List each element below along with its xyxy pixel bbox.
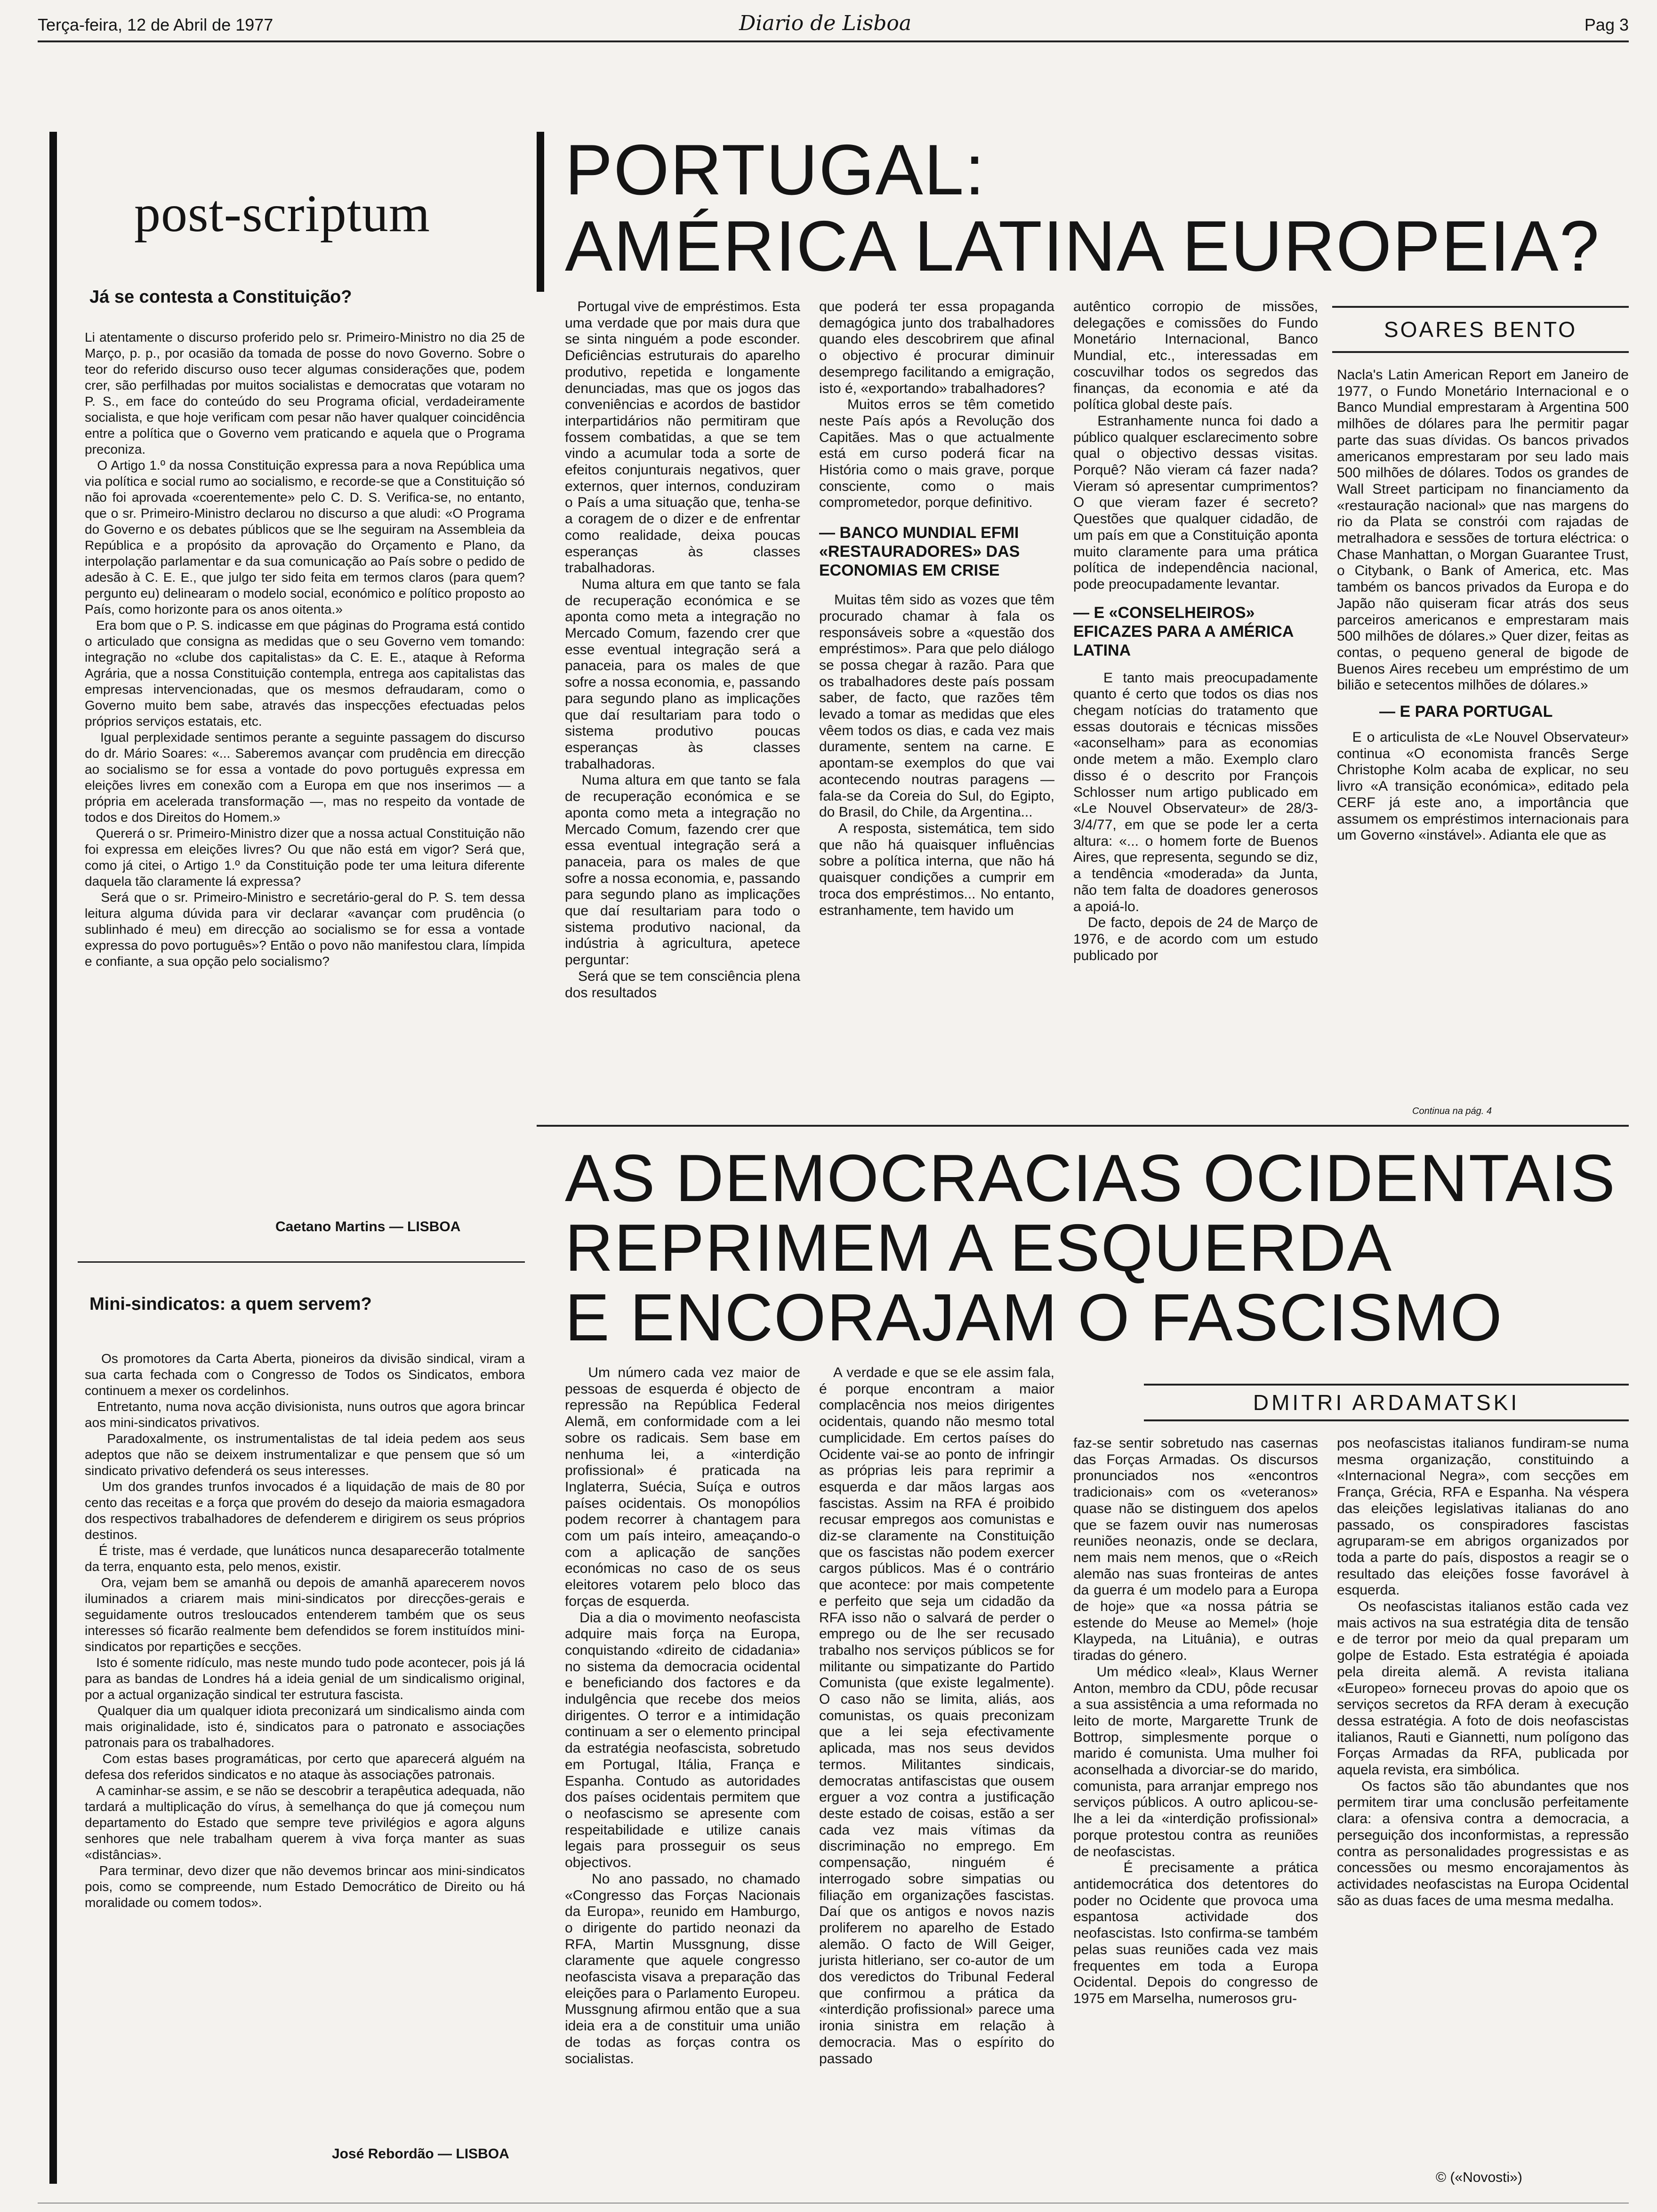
- article-2-headline-line-1: AS DEMOCRACIAS OCIDENTAIS: [565, 1141, 1616, 1216]
- article-2-headline-line-3: E ENCORAJAM O FASCISMO: [565, 1280, 1503, 1355]
- crosshead-conselheiros: — E «CONSELHEIROS» EFICAZES PARA A AMÉRICA LATINA: [1073, 603, 1294, 659]
- article-1-headline: [565, 132, 1629, 284]
- article-2-headline: [565, 1141, 1629, 1355]
- continued-note: Continua na pág. 4: [1412, 1106, 1492, 1116]
- article-2-col-1: Um número cada vez maior de pessoas de esquerda é objecto de repressão na República Federal Alemã, em conformidade com a lei sobre os radicais. Sem base em nenhuma lei, a «interdição profissional» é praticada na Inglaterra, Suécia, Suíça e outros países ocidentais. Os monopólios podem recorrer à chantagem para com um país inteiro, ameaçando-o com a aplicação de sanções económicas no caso de os seus eleitores votarem pelo bloco das forças de esquerda. Dia a dia o movimento neofascista adquire mais força na Europa, conquistando «direito de cidadania» no sistema da democracia ocidental e beneficiando dos factores e da indulgência que recebe dos meios dirigentes. O terror e a intimidação continuam a ser o elemento principal da estratégia neofascista, sobretudo em Portugal, Itália, França e Espanha. Contudo as autoridades dos países ocidentais permitem que o neofascismo se apresente com respeitabilidade e utilize canais legais para prosseguir os seus objectivos. No ano passado, no chamado «Congresso das Forças Nacionais da Europa», reunido em Hamburgo, o dirigente do partido neonazi da RFA, Martin Mussgnung, disse claramente que aquele congresso neofascista visava a preparação das eleições para o Parlamento Europeu. Mussgnung afirmou então que a sua ideia era a de constituir uma união de todas as forças contra os socialistas.: [565, 1365, 800, 2067]
- letter-1-signature: Caetano Martins — LISBOA: [275, 1219, 461, 1234]
- letter-2-headline: Mini-sindicatos: a quem servem?: [89, 1294, 372, 1314]
- masthead-rule: [38, 40, 1629, 42]
- article-1-headline-line-2: AMÉRICA LATINA EUROPEIA?: [565, 206, 1601, 286]
- article-divider: [537, 1125, 1629, 1127]
- article-1-col-2: [819, 299, 1054, 1104]
- headline-bar: [537, 132, 544, 292]
- article-1-col-4-text-a: Nacla's Latin American Report em Janeiro de 1977, o Fundo Monetário Internacional e o Banco Mundial emprestaram à Argentina 500 milhões de dólares para lhe permitir pagar parte das suas dívidas. Os bancos privados americanos emprestaram por seu lado mais 500 milhões de dólares. Todos os grandes de Wall Street participam no financiamento da «restauração nacional» que nas margens do rio da Plata se constrói com rajadas de metralhadora e sessões de tortura eléctrica: o Chase Manhattan, o Morgan Guarantee Trust, o Citybank, o Bank of America, etc. Mas também os bancos privados da Europa e do Japão não quiseram ficar atrás dos seus parceiros americanos e emprestaram mais 500 milhões de dólares.» Quer dizer, feitas as contas, o pequeno general de bigode de Buenos Aires recebeu um empréstimo de um bilião e setecentos milhões de dólares.»: [1337, 367, 1633, 693]
- letter-1-headline: Já se contesta a Constituição?: [89, 287, 352, 307]
- article-1-col-4-text-b: E o articulista de «Le Nouvel Observateur» continua «O economista francês Serge Christophe Kolm acaba de explicar, no seu livro «A transição económica», editado pela CERF já este ano, a importância que assumem os empréstimos internacionais para um Governo «instável». Adianta ele que as: [1337, 729, 1633, 843]
- article-2-byline: DMITRI ARDAMATSKI: [1144, 1384, 1629, 1421]
- post-scriptum-column: [49, 132, 525, 2184]
- article-1-col-3: [1073, 299, 1318, 1104]
- article-1-col-3-text-b: E tanto mais preocupadamente quanto é certo que todos os dias nos chegam notícias do tratamento que essas doutorais e técnicas missões «aconselham» para as economias onde metem a mão. Exemplo claro disso é o descrito por François Schlosser num artigo publicado em «Le Nouvel Observateur» de 28/3-3/4/77, em que se pode ler a certa altura: «... o homem forte de Buenos Aires, que representa, segundo se diz, a tendência «moderada» da Junta, não tem falta de doadores generosos a apoiá-lo. De facto, depois de 24 de Março de 1976, e de acordo com um estudo publicado por: [1073, 670, 1318, 963]
- article-1-col-4: [1337, 367, 1633, 1101]
- article-1-col-1: Portugal vive de empréstimos. Esta uma verdade que por mais dura que se sinta ninguém a pode esconder. Deficiências estruturais do aparelho produtivo, repetida e longamente denunciadas, mas que os jogos das conveniências e acordos de bastidor interpartidários não permitiram que fossem combatidas, a que se tem vindo a acumular toda a sorte de efeitos conjunturais negativos, quer externos, quer internos, conduziram o País a uma situação que, tenha-se a coragem de o dizer e de enfrentar como realidade, deixa poucas esperanças às classes trabalhadoras. Numa altura em que tanto se fala de recuperação económica e se aponta como meta a integração no Mercado Comum, fazendo crer que esse eventual integração será a panaceia, para os males de que sofre a nossa economia, e, passando para segundo plano as implicações que daí resultariam para todo o sistema produtivo poucas esperanças às classes trabalhadoras. Numa altura em que tanto se fala de recuperação económica e se aponta como meta a integração no Mercado Comum, fazendo crer que essa eventual integração será a panaceia, para os males de que sofre a nossa economia, e, passando para segundo plano as implicações que daí resultariam para todo o sistema produtivo nacional, da indústria à agricultura, apetece perguntar: Será que se tem consciência plena dos resultados: [565, 299, 800, 1001]
- letter-2-signature: José Rebordão — LISBOA: [332, 2146, 509, 2162]
- article-1-col-3-text-a: autêntico corropio de missões, delegações e comissões do Fundo Monetário Internacional, Banco Mundial, etc., interessadas em coscuvilhar todos os segredos das finanças, da economia e até da política global deste país. Estranhamente nunca foi dado a público qualquer esclarecimento sobre qual o objectivo dessas visitas. Porquê? Não vieram cá fazer nada? Vieram só apresentar cumprimentos? O que vieram fazer é secreto? Questões que qualquer cidadão, de um país em que a Constituição aponta muito claramente para uma prática política de independência nacional, pode preocupadamente levantar.: [1073, 299, 1318, 592]
- crosshead-para-portugal: — E PARA PORTUGAL: [1379, 703, 1553, 721]
- article-1-col-2-text-a: que poderá ter essa propaganda demagógica junto dos trabalhadores quando eles descobrirem que afinal o objectivo é procurar diminuir desemprego facilitando a emigração, isto é, «exportando» trabalhadores? Muitos erros se têm cometido neste País após a Revolução dos Capitães. Mas o que actualmente está em curso poderá ficar na História como o mais grave, porque consciente, como o mais comprometedor, porque definitivo.: [819, 299, 1054, 511]
- article-2-headline-line-2: REPRIMEM A ESQUERDA: [565, 1210, 1393, 1285]
- letter-1-body: Li atentamente o discurso proferido pelo sr. Primeiro-Ministro no dia 25 de Março, p. p., por ocasião da tomada de posse do novo Governo. Sobre o teor do referido discurso ouso tecer algumas considerações que, podem crer, são perfilhadas por muitos socialistas e democratas que votaram no P. S., em face do conteúdo do seu Programa oficial, verdadeiramente socialista, e que hoje verificam com pesar não haver qualquer coincidência entre a política que o Governo vem praticando e aquela que o Programa preconiza. O Artigo 1.º da nossa Constituição expressa para a nova República uma via política e social rumo ao socialismo, e recorde-se que a Constituição só não foi aprovada «coerentemente» pelo C. D. S. Verifica-se, no entanto, que o sr. Primeiro-Ministro declarou no discurso a que aludi: «O Programa do Governo e os debates públicos que se lhe seguiram na Assembleia da República e a propósito da aprovação do Orçamento e Plano, da interpolação parlamentar e da sua comunicação ao País sobre o pedido de adesão à C. E. E., que julgo ter sido feita em termos claros (para quem? pergunto eu) delinearam o modelo social, económico e político proposto ao País, como horizonte para os anos oitenta.» Era bom que o P. S. indicasse em que páginas do Programa está contido o articulado que consigna as medidas que o seu Governo vem tomando: integração no «clube dos capitalistas» da C. E. E., ataque à Reforma Agrária, que a nossa Constituição contempla, entrega aos capitalistas das empresas intervencionadas, que os mesmos defraudaram, como o Governo muito bem sabe, através das inspecções efectuadas pelos próprios serviços estatais, etc. Igual perplexidade sentimos perante a seguinte passagem do discurso do dr. Mário Soares: «... Saberemos avançar com prudência em direcção ao socialismo se for essa a vontade do povo português expressa em eleições livres em conexão com a Europa em que nos inserimos — a própria em acelerada transformação —, mas no respeito da vontade de todos e dos Direitos do Homem.» Quererá o sr. Primeiro-Ministro dizer que a nossa actual Constituição não foi expressa em eleições livres? Ou que não está em vigor? Será que, como já citei, o Artigo 1.º da Constituição pode ter uma leitura diferente daquela tão claramente lá expressa? Será que o sr. Primeiro-Ministro e secretário-geral do P. S. tem dessa leitura alguma dúvida para vir declarar «avançar com prudência (o sublinhado é meu) em direcção ao socialismo se for essa a vontade expressa do povo português»? Então o povo não manifestou clara, límpida e confiante, a sua opção pelo socialismo?: [85, 330, 525, 969]
- article-1-col-2-text-b: Muitas têm sido as vozes que têm procurado chamar à fala os responsáveis sobre a «questão dos empréstimos». Para que pelo diálogo se possa chegar à razão. Para que os trabalhadores deste país possam saber, de facto, que razões têm levado a tomar as medidas que eles vêem todos os dias, e cada vez mais duramente, sentem na carne. E apontam-se exemplos do que vai acontecendo noutras paragens — fala-se da Coreia do Sul, do Egipto, do Brasil, do Chile, da Argentina... A resposta, sistemática, tem sido que não há quaisquer influências sobre a política interna, que não há quaisquer condições a cumprir em troca dos empréstimos... No entanto, estranhamente, tem havido um: [819, 592, 1054, 918]
- letter-2-body: Os promotores da Carta Aberta, pioneiros da divisão sindical, viram a sua carta fechada com o Congresso de Todos os Sindicatos, embora continuem a mexer os cordelinhos. Entretanto, numa nova acção divisionista, nuns outros que agora brincar aos mini-sindicatos privativos. Paradoxalmente, os instrumentalistas de tal ideia pedem aos seus adeptos que não se deixem instrumentalizar e que pensem que só um sindicato privativo defenderá os seus interesses. Um dos grandes trunfos invocados é a liquidação de mais de 80 por cento das receitas e a força que provém do desejo da maioria esmagadora dos respectivos trabalhadores de defenderem e dirigirem os seus próprios destinos. É triste, mas é verdade, que lunáticos nunca desaparecerão totalmente da terra, enquanto esta, pelo menos, existir. Ora, vejam bem se amanhã ou depois de amanhã aparecerem novos iluminados a criarem mais mini-sindicatos por direcções-gerais e seguidamente outros tresloucados entenderem também que os seus interesses só ficarão realmente bem defendidos se forem instituídos mini-sindicatos por repartições e secções. Isto é somente ridículo, mas neste mundo tudo pode acontecer, pois já lá para as bandas de Londres há a ideia genial de um sindicalismo original, por a actual organização sindical ter estrutura fascista. Qualquer dia um qualquer idiota preconizará um sindicalismo ainda com mais originalidade, isto é, sindicatos para o patronato e associações patronais para os trabalhadores. Com estas bases programáticas, por certo que aparecerá alguém na defesa dos referidos sindicatos e no ataque às associações patronais. A caminhar-se assim, e se não se descobrir a terapêutica adequada, não tardará a multiplicação do vírus, à semelhança do que já começou num departamento do Estado que sempre teve privilégios e agora alguns senhores que nele trabalham querem à viva força manter as suas «distâncias». Para terminar, devo dizer que não devemos brincar aos mini-sindicatos pois, como se compreende, num Estado Democrático de Direito ou há moralidade ou comem todos».: [85, 1351, 525, 1910]
- crosshead-banco-mundial: — BANCO MUNDIAL EFMI «RESTAURADORES» DAS ECONOMIAS EM CRISE: [819, 524, 1020, 580]
- newspaper-name: Diario de Lisboa: [739, 11, 912, 35]
- column-bar: [49, 132, 57, 2184]
- article-1-headline-line-1: PORTUGAL:: [565, 130, 986, 210]
- article-2-col-2: A verdade e que se ele assim fala, é porque encontram a maior complacência nos meios dirigentes ocidentais, quando não mesmo total cumplicidade. Em certos países do Ocidente vai-se ao ponto de infringir as próprias leis para reprimir a esquerda e dar mãos largas aos fascistas. Assim na RFA é proibido recusar empregos aos comunistas e diz-se claramente na Constituição que os fascistas não podem exercer cargos públicos. Mas é o contrário que acontece: por mais competente e perfeito que seja um cidadão da RFA isso não o salvará de perder o emprego ou de lhe ser recusado trabalho nos serviços públicos se for militante ou simpatizante do Partido Comunista (que existe legalmente). O caso não se limita, aliás, aos comunistas, os quais preconizam que a lei seja efectivamente aplicada, mas nos seus devidos termos. Militantes sindicais, democratas antifascistas que ousem erguer a voz contra a justificação deste estado de coisas, estão a ser cada vez mais vítimas da discriminação no emprego. Em compensação, ninguém é interrogado sobre simpatias ou filiação em organizações fascistas. Daí que os antigos e novos nazis proliferem no aparelho de Estado alemão. O facto de Will Geiger, jurista hitleriano, ser co-autor de um dos veredictos do Tribunal Federal que confirmou a prática da «interdição profissional» parece uma ironia sinistra em relação à democracia. Mas o espírito do passado: [819, 1365, 1059, 2067]
- page-number: Pag 3: [1584, 15, 1629, 34]
- issue-date: Terça-feira, 12 de Abril de 1977: [38, 15, 273, 34]
- news-agency-credit: © («Novosti»): [1436, 2170, 1522, 2185]
- article-2-col-3: faz-se sentir sobretudo nas casernas das Forças Armadas. Os discursos pronunciados nos «encontros tradicionais» com os «veteranos» quase não se distinguem dos apelos que se fazem ouvir nas numerosas reuniões neonazis, onde se declara, nem mais nem menos, que o «Reich alemão nas suas fronteiras de antes da guerra é um modelo para a Europa de hoje» que «a nossa pátria se estende do Meuse ao Memel» (hoje Klaypeda, na Lituânia), e outras tiradas do género. Um médico «leal», Klaus Werner Anton, membro da CDU, pôde recusar a sua assistência a uma reformada no leito de morte, Margarette Trunk de Bottrop, simplesmente porque o marido é comunista. Uma mulher foi aconselhada a divorciar-se do marido, comunista, para arranjar emprego nos serviços públicos. A outro aplicou-se-lhe a lei da «interdição profissional» porque protestou contra as reuniões de neofascistas. É precisamente a prática antidemocrática dos detentores do poder no Ocidente que provoca uma espantosa actividade dos neofascistas. Isto confirma-se também pelas suas reuniões cada vez mais frequentes em toda a Europa Ocidental. Depois do congresso de 1975 em Marselha, numerosos gru-: [1073, 1435, 1318, 2006]
- masthead: [38, 9, 1629, 38]
- article-2-col-4: pos neofascistas italianos fundiram-se numa mesma organização, constituindo a «Internacional Negra», com secções em França, Grécia, RFA e Espanha. Na véspera das eleições legislativas italianas do ano passado, os conspiradores fascistas agruparam-se em abrigos organizados por toda a parte do país, dispostos a reagir se o resultado das eleições fosse favorável à esquerda. Os neofascistas italianos estão cada vez mais activos na sua estratégia dita de tensão e de terror por meio da qual preparam um golpe de Estado. Esta estratégia é apoiada pela direita alemã. A revista italiana «Europeo» forneceu provas do apoio que os serviços secretos da RFA deram à execução dessa estratégia. A foto de dois neofascistas italianos, Rauti e Giannetti, num polígono das Forças Armadas da RFA, publicada por aquela revista, era simbólica. Os factos são tão abundantes que nos permitem tirar uma conclusão perfeitamente clara: a ofensiva contra a democracia, a perseguição dos inconformistas, a repressão contra as personalidades progressistas e as concessões ou mesmo encorajamentos às actividades neofascistas na Europa Ocidental são as duas faces de uma mesma medalha.: [1337, 1435, 1629, 1908]
- section-title: post-scriptum: [134, 184, 430, 243]
- letter-divider: [78, 1261, 525, 1263]
- article-1-byline: SOARES BENTO: [1332, 306, 1629, 353]
- footer-rule: [38, 2203, 1629, 2204]
